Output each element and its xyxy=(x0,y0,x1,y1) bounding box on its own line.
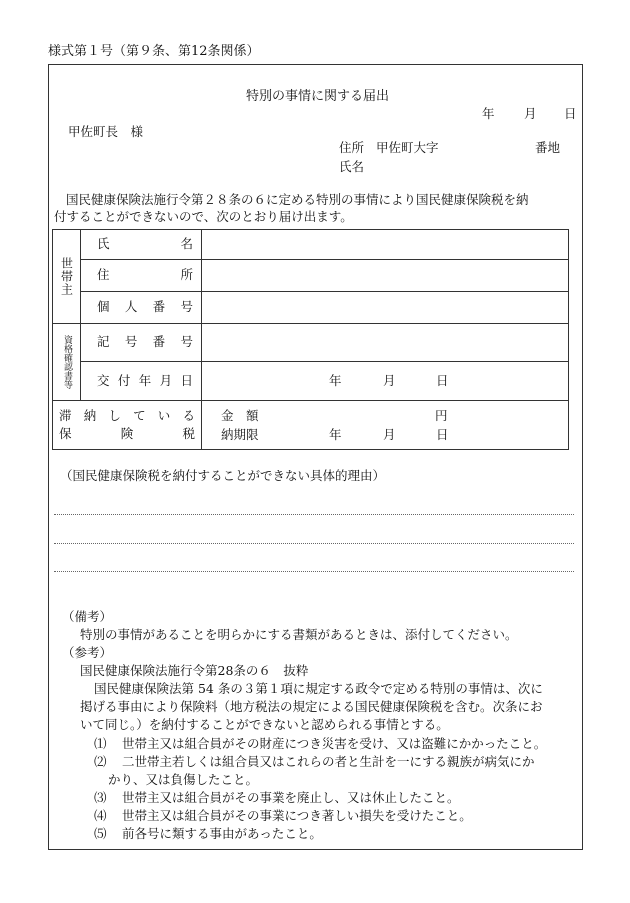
form-frame xyxy=(48,64,583,850)
address-suffix: 番地 xyxy=(535,140,561,155)
issue-date-label: 交 付 年 月 日 xyxy=(81,362,202,401)
law-line-3: いて同じ。）を納付することができないと認められる事情とする。 xyxy=(80,717,449,732)
intro-line-2: 付することができないので、次のとおり届け出ます。 xyxy=(54,209,353,224)
address-field-value[interactable] xyxy=(202,260,569,292)
intro-line-1: 国民健康保険法施行令第２８条の６に定める特別の事情により国民健康保険税を納 xyxy=(66,192,529,207)
law-item-3-text: 世帯主又は組合員がその事業を廃止し、又は休止したこと。 xyxy=(122,790,460,805)
householder-group-cell xyxy=(53,230,81,324)
address-label: 住所 xyxy=(339,140,365,155)
issue-date-year: 年 xyxy=(329,373,342,388)
cert-group-label: 資格確認書等 xyxy=(62,335,72,389)
issue-date-day: 日 xyxy=(436,373,449,388)
amount-label: 金 額 xyxy=(221,408,259,423)
date-month: 月 xyxy=(524,106,537,121)
law-item-1-num: ⑴ xyxy=(94,736,107,751)
law-item-2-num: ⑵ xyxy=(94,754,107,769)
amount-unit: 円 xyxy=(435,408,448,423)
due-label: 納期限 xyxy=(221,427,259,442)
law-item-3-num: ⑶ xyxy=(94,790,107,805)
symbol-number-label: 記 号 番 号 xyxy=(81,324,202,362)
law-item-5-text: 前各号に類する事由があったこと。 xyxy=(122,826,322,841)
law-item-5-num: ⑸ xyxy=(94,826,107,841)
address-field-label: 住 所 xyxy=(81,260,202,292)
law-item-2-text: 二世帯主若しくは組合員又はこれらの者と生計を一にする親族が病気にか xyxy=(122,754,535,769)
name-field-label: 氏 名 xyxy=(81,230,202,260)
cert-group-cell xyxy=(53,324,81,401)
householder-group-label: 世帯主 xyxy=(59,257,74,296)
reason-line-2[interactable] xyxy=(54,543,574,544)
reason-heading: （国民健康保険税を納付することができない具体的理由） xyxy=(60,468,386,483)
date-day: 日 xyxy=(564,106,577,121)
address-town: 甲佐町大字 xyxy=(376,140,439,155)
form-title: 特別の事情に関する届出 xyxy=(246,89,390,104)
issue-date-value[interactable] xyxy=(202,362,569,401)
reference-heading: （参考） xyxy=(62,645,113,660)
law-item-4-num: ⑷ xyxy=(94,808,107,823)
due-day: 日 xyxy=(436,427,449,442)
remarks-heading: （備考） xyxy=(62,609,113,624)
due-month: 月 xyxy=(383,427,396,442)
remarks-text: 特別の事情があることを明らかにする書類があるときは、添付してください。 xyxy=(80,627,518,642)
overdue-tax-label: 滞 納 し て い る 保 険 税 xyxy=(53,401,202,450)
law-item-2-cont: かり、又は負傷したこと。 xyxy=(108,772,259,787)
personal-number-value[interactable] xyxy=(202,292,569,324)
notification-table xyxy=(52,229,569,450)
reason-line-1[interactable] xyxy=(54,514,574,515)
form-number: 様式第１号（第９条、第12条関係） xyxy=(48,44,260,59)
law-line-2: 掲げる事由により保険料（地方税法の規定による国民健康保険税を含む。次条にお xyxy=(80,699,543,714)
date-year: 年 xyxy=(482,106,495,121)
law-title: 国民健康保険法施行令第28条の６ 抜粋 xyxy=(80,663,309,678)
symbol-number-value[interactable] xyxy=(202,324,569,362)
addressee: 甲佐町長 様 xyxy=(68,124,144,139)
personal-number-label: 個 人 番 号 xyxy=(81,292,202,324)
law-line-1: 国民健康保険法第 54 条の３第１項に規定する政令で定める特別の事情は、次に xyxy=(94,681,543,696)
law-item-1-text: 世帯主又は組合員がその財産につき災害を受け、又は盗難にかかったこと。 xyxy=(122,736,547,751)
name-field-value[interactable] xyxy=(202,230,569,260)
name-label: 氏名 xyxy=(339,159,365,174)
due-year: 年 xyxy=(329,427,342,442)
reason-line-3[interactable] xyxy=(54,571,574,572)
overdue-tax-value[interactable] xyxy=(202,401,569,450)
law-item-4-text: 世帯主又は組合員がその事業につき著しい損失を受けたこと。 xyxy=(122,808,472,823)
issue-date-month: 月 xyxy=(383,373,396,388)
